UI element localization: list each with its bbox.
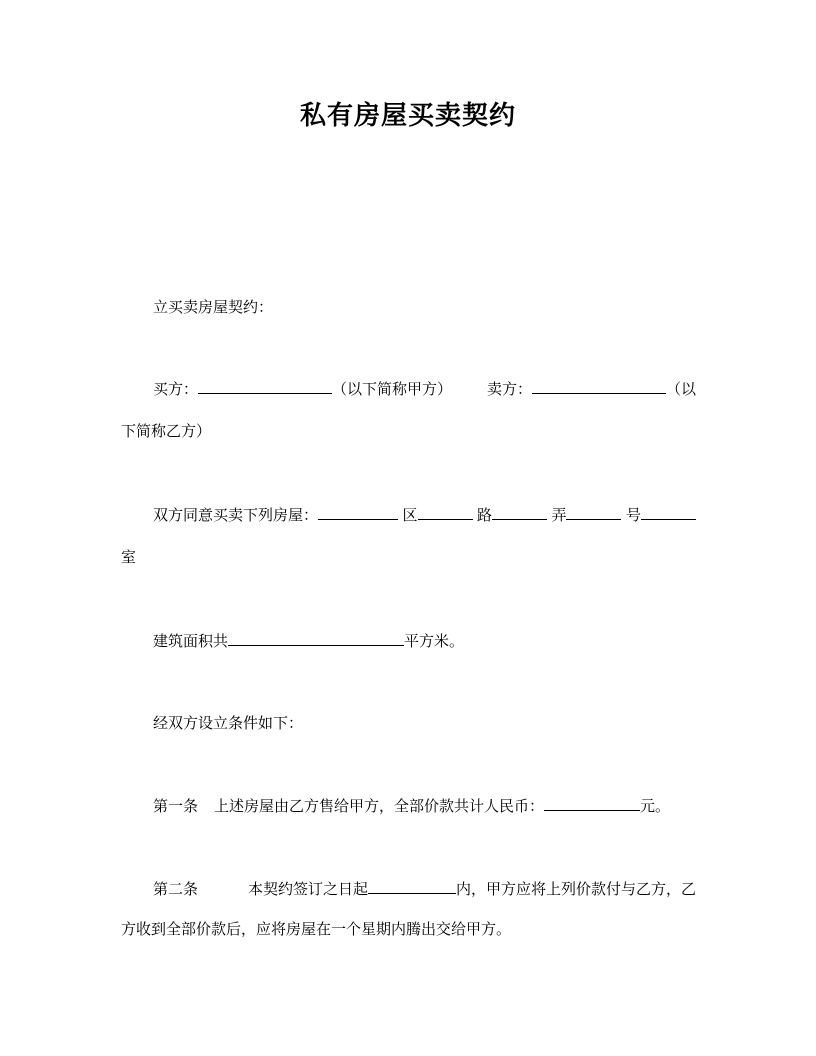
buyer-name-blank [198, 378, 332, 394]
article-2-line-2: 方收到全部价款后，应将房屋在一个星期内腾出交给甲方。 [121, 920, 512, 938]
number-blank [566, 504, 621, 520]
room-label: 室 [121, 548, 137, 566]
address-lead: 双方同意买卖下列房屋： [153, 506, 319, 524]
district-blank [318, 504, 398, 520]
article-2-heading: 第二条 [153, 880, 199, 898]
road-blank [418, 504, 473, 520]
article-1-heading: 第一条 [153, 797, 199, 815]
number-label: 号 [625, 506, 641, 524]
article-2-text-b: 内，甲方应将上列价款付与乙方，乙 [455, 880, 696, 898]
document-title: 私有房屋买卖契约 [299, 101, 516, 131]
article-2-text-a: 本契约签订之日起 [247, 880, 368, 898]
lane-label: 弄 [551, 506, 567, 524]
seller-label: 卖方： [486, 380, 532, 398]
intro-line: 立买卖房屋契约： [153, 298, 274, 316]
lane-blank [492, 504, 547, 520]
article-1-text: 上述房屋由乙方售给甲方，全部价款共计人民币： [214, 797, 545, 815]
seller-segment [487, 378, 696, 400]
district-label: 区 [402, 506, 418, 524]
number-segment [626, 504, 696, 526]
seller-suffix-start: （以 [665, 380, 696, 398]
seller-name-blank [532, 378, 666, 394]
seller-suffix-end: 下简称乙方） [121, 422, 212, 440]
period-blank [368, 878, 456, 894]
buyer-suffix: （以下简称甲方） [332, 380, 453, 398]
address-lead-segment [153, 504, 398, 526]
district-segment [402, 504, 472, 526]
room-blank [641, 504, 696, 520]
area-line [153, 630, 464, 652]
area-unit: 平方米。 [404, 632, 465, 650]
buyer-segment [153, 378, 452, 400]
address-line [153, 504, 696, 526]
lane-segment [551, 504, 621, 526]
article-1-unit: 元。 [640, 797, 671, 815]
article-2-line-1 [153, 878, 696, 900]
buyer-label: 买方： [153, 380, 199, 398]
article-1 [153, 795, 670, 817]
road-segment [477, 504, 547, 526]
conditions-intro: 经双方设立条件如下： [153, 714, 304, 732]
parties-line [153, 378, 696, 400]
area-lead: 建筑面积共 [153, 632, 229, 650]
road-label: 路 [476, 506, 492, 524]
area-blank [228, 630, 404, 646]
article-2-body [248, 878, 696, 900]
price-blank [544, 795, 640, 811]
